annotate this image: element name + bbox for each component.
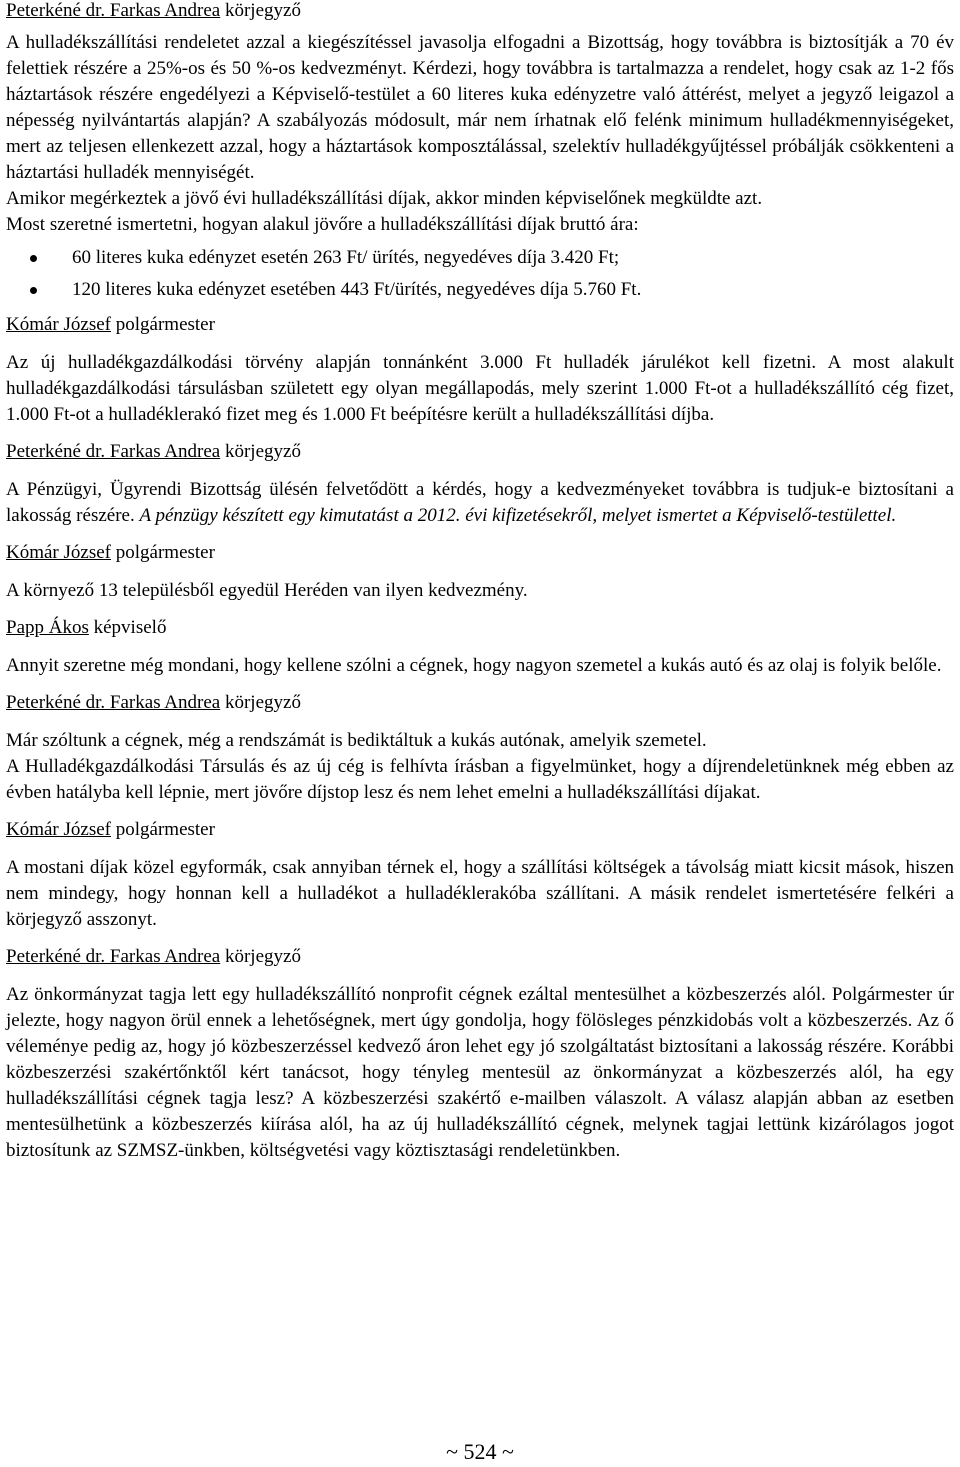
speaker-heading-jegyzo: [6, 944, 954, 970]
paragraph-text: A Pénzügyi, Ügyrendi Bizottság ülésén felvetődött a kérdés, hogy a kedvezményeket továbbra is tudjuk-e biztosítani a lakosság részére.: [6, 479, 954, 526]
paragraph: [6, 477, 954, 529]
bullet-icon: [30, 255, 37, 262]
speaker-role: körjegyző: [224, 692, 301, 713]
paragraph: A hulladékszállítási rendeletet azzal a kiegészítéssel javasolja elfogadni a Bizottság, hogy továbbra is biztosítják a 70 év felettiek részére a 25%-os és 50 %-os kedvezményt. Kérdezi, hogy továbbra is tartalmazza a rendelet, hogy csak az 1-2 fős háztartások részére engedélyezi a Képviselő-testület a 60 literes kuka edényzetre való áttérést, melyet a jegyző leigazol a népesség nyilvántartás alapján? A szabályozás módosult, már nem írhatnak elő felénk minimum hulladékmennyiségeket, mert az teljesen ellenkezett azzal, hogy a háztartások komposztálással, szelektív hulladékgyűjtéssel próbálják csökkenteni a háztartási hulladék mennyiségét.: [6, 32, 954, 183]
bullet-icon: [30, 287, 37, 294]
speaker-name: Kómár József: [6, 314, 111, 335]
paragraph: A mostani díjak közel egyformák, csak annyiban térnek el, hogy a szállítási költségek a távolság miatt kicsit mások, hiszen nem mindegy, hogy honnan kell a hulladékot a hulladéklerakóba szállítani. A másik rendelet ismertetésére felkéri a körjegyző asszonyt.: [6, 857, 954, 930]
list-item: [6, 242, 954, 274]
fee-list: [6, 242, 954, 306]
speaker-role: képviselő: [93, 617, 167, 638]
paragraph: A Hulladékgazdálkodási Társulás és az új cég is felhívta írásban a figyelmünket, hogy a díjrendeletünknek még ebben az évben hatályba kell lépnie, mert jövőre díjstop lesz és nem lehet emelni a hulladékszállítási díjakat.: [6, 756, 954, 803]
speaker-name: Kómár József: [6, 542, 111, 563]
paragraph-italic-text: A pénzügy készített egy kimutatást a 2012. évi kifizetésekről, melyet ismertet a Képviselő-testülettel.: [139, 505, 897, 526]
speaker-name: Peterkéné dr. Farkas Andrea: [6, 0, 221, 21]
list-item: [6, 274, 954, 306]
paragraph: Most szeretné ismertetni, hogyan alakul jövőre a hulladékszállítási díjak bruttó ára:: [6, 214, 639, 235]
paragraph: Az önkormányzat tagja lett egy hulladékszállító nonprofit cégnek ezáltal mentesülhet a közbeszerzés alól. Polgármester úr jelezte, hogy nagyon örül ennek a lehetőségnek, mert úgy gondolja, hogy fölösleges pénzkidobás volt a közbeszerzés. Az ő véleménye pedig az, hogy jó közbeszerzéssel kedvező áron lehet egy jó szolgáltatást biztosítani a lakosság részére. Korábbi közbeszerzési szakértőnktől kért tanácsot, hogy tényleg mentesül az önkormányzat a közbeszerzés alól, ha egy hulladékszállítási cégnek tagja lesz? A közbeszerzési szakértő e-mailben válaszolt. A válasz alapján abban az esetben mentesülhetünk a közbeszerzés kiírása alól, ha az új hulladékszállító cégnek, melynek tagjai lettünk kizárólagos jogot biztosítunk az SZMSZ-ünkben, költségvetési vagy köztisztasági rendeletünkben.: [6, 984, 954, 1161]
speaker-heading-kepviselo: [6, 615, 954, 641]
list-item-text: 60 literes kuka edényzet esetén 263 Ft/ ürítés, negyedéves díja 3.420 Ft;: [72, 247, 620, 268]
speaker-name: Peterkéné dr. Farkas Andrea: [6, 946, 221, 967]
speaker-name: Papp Ákos: [6, 617, 89, 638]
speaker-heading-jegyzo: [6, 439, 954, 465]
list-item-text: 120 literes kuka edényzet esetében 443 Ft/ürítés, negyedéves díja 5.760 Ft.: [72, 279, 642, 300]
speaker-heading-polgarmester: [6, 817, 954, 843]
page-number: ~ 524 ~: [446, 1439, 514, 1464]
speaker-role: körjegyző: [224, 946, 301, 967]
paragraph: Amikor megérkeztek a jövő évi hulladékszállítási díjak, akkor minden képviselőnek megküldte azt.: [6, 188, 763, 209]
speaker-role: körjegyző: [224, 0, 301, 21]
speaker-role: körjegyző: [224, 441, 301, 462]
speaker-name: Peterkéné dr. Farkas Andrea: [6, 692, 221, 713]
speaker-role: polgármester: [115, 819, 215, 840]
paragraph: Az új hulladékgazdálkodási törvény alapján tonnánként 3.000 Ft hulladék járulékot kell fizetni. A most alakult hulladékgazdálkodási társulásban született egy olyan megállapodás, mely szerint 1.000 Ft-ot a hulladékszállító cég fizet, 1.000 Ft-ot a hulladéklerakó fizet meg és 1.000 Ft beépítésre került a hulladékszállítási díjba.: [6, 352, 954, 425]
paragraph: A környező 13 településből egyedül Heréden van ilyen kedvezmény.: [6, 580, 528, 601]
speaker-name: Kómár József: [6, 819, 111, 840]
speaker-heading-polgarmester: [6, 312, 954, 338]
speaker-role: polgármester: [115, 314, 215, 335]
speaker-name: Peterkéné dr. Farkas Andrea: [6, 441, 221, 462]
speaker-heading-jegyzo: [6, 690, 954, 716]
speaker-heading-polgarmester: [6, 540, 954, 566]
speaker-heading-jegyzo: [6, 0, 954, 24]
minutes-body: [6, 0, 954, 1164]
paragraph: Annyit szeretne még mondani, hogy kellene szólni a cégnek, hogy nagyon szemetel a kukás autó és az olaj is folyik belőle.: [6, 655, 942, 676]
paragraph: Már szóltunk a cégnek, még a rendszámát is bediktáltuk a kukás autónak, amelyik szemetel.: [6, 730, 707, 751]
speaker-role: polgármester: [115, 542, 215, 563]
